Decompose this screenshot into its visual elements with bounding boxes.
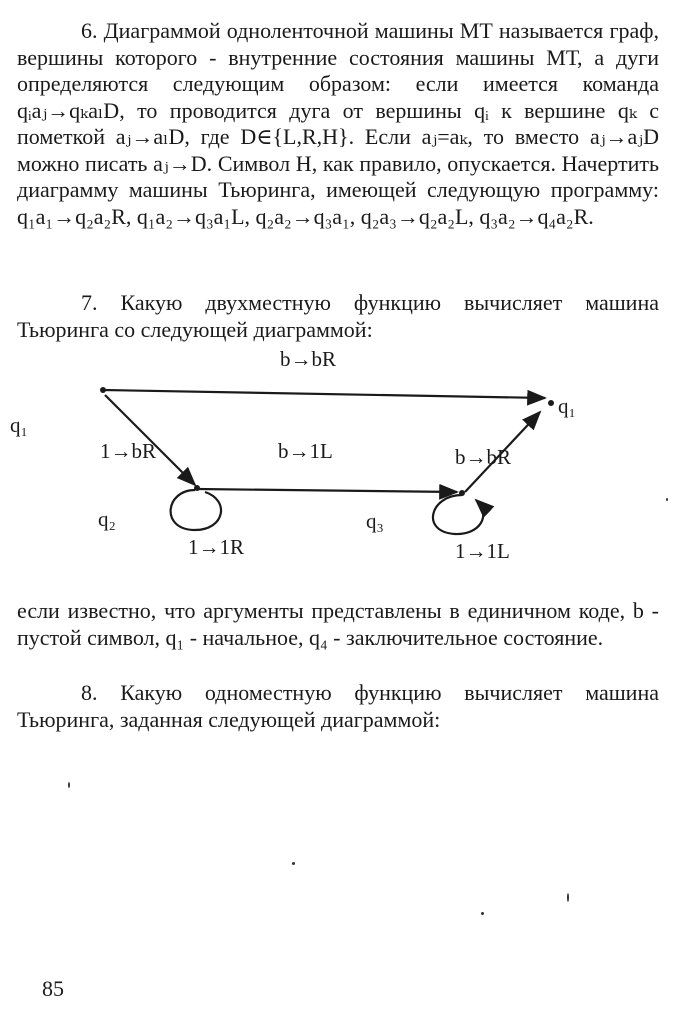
edge-q2-q3: [197, 489, 457, 492]
problem-7-continuation: если известно, что аргументы представлены в единичном коде, b - пустой символ, q₁ - начальное, q₄ - заключительное состояние.: [17, 598, 659, 650]
scan-speck: [567, 893, 569, 902]
scan-speck: [292, 862, 295, 865]
state-final: q₁: [558, 394, 576, 418]
scan-speck: [481, 912, 484, 915]
label-q1-q2: 1→bR: [100, 439, 157, 463]
label-q2-q3: b→1L: [278, 439, 333, 463]
label-top-arc: b→bR: [280, 347, 337, 371]
node-q3: [459, 490, 465, 496]
label-loop-q2: 1→1R: [188, 535, 245, 559]
problem-6-text: 6. Диаграммой одноленточной машины МТ называется граф, вершины которого - внутренние состояния машины МТ, а дуги определяются следующим образом: если имеется команда qᵢaⱼ→qₖaₗD, то проводится дуга от вершины qᵢ к вершине qₖ с пометкой aⱼ→aₗD, где D∈{L,R,H}. Если aⱼ=aₖ, то вместо aⱼ→aⱼD можно писать aⱼ→D. Символ H, как правило, опускается. Начертить диаграмму машины Тьюринга, имеющей следующую программу: q₁a₁→q₂a₂R, q₁a₂→q₃a₁L, q₂a₂→q₃a₁, q₂a₃→q₂a₂L, q₃a₂→q₄a₂R.: [17, 18, 659, 229]
scan-speck: [68, 782, 70, 788]
loop-q2: [171, 490, 221, 530]
problem-8-text: 8. Какую одноместную функцию вычисляет машина Тьюринга, заданная следующей диаграммой:: [17, 680, 659, 732]
scan-speck: [666, 498, 668, 501]
state-q2: q₂: [98, 507, 116, 531]
turing-machine-diagram: [0, 340, 681, 590]
label-q3-q4: b→bR: [455, 445, 512, 469]
node-q2: [194, 485, 200, 491]
loop-q3: [433, 495, 483, 534]
node-q1: [100, 387, 106, 393]
node-q4: [548, 400, 554, 406]
problem-7-text: 7. Какую двухместную функцию вычисляет машина Тьюринга со следующей диаграммой:: [17, 290, 659, 342]
label-loop-q3: 1→1L: [455, 539, 510, 563]
page-number: 85: [42, 976, 64, 1001]
state-q3: q₃: [366, 509, 384, 533]
state-start: q₁: [10, 413, 28, 437]
top-arc: [103, 390, 545, 398]
